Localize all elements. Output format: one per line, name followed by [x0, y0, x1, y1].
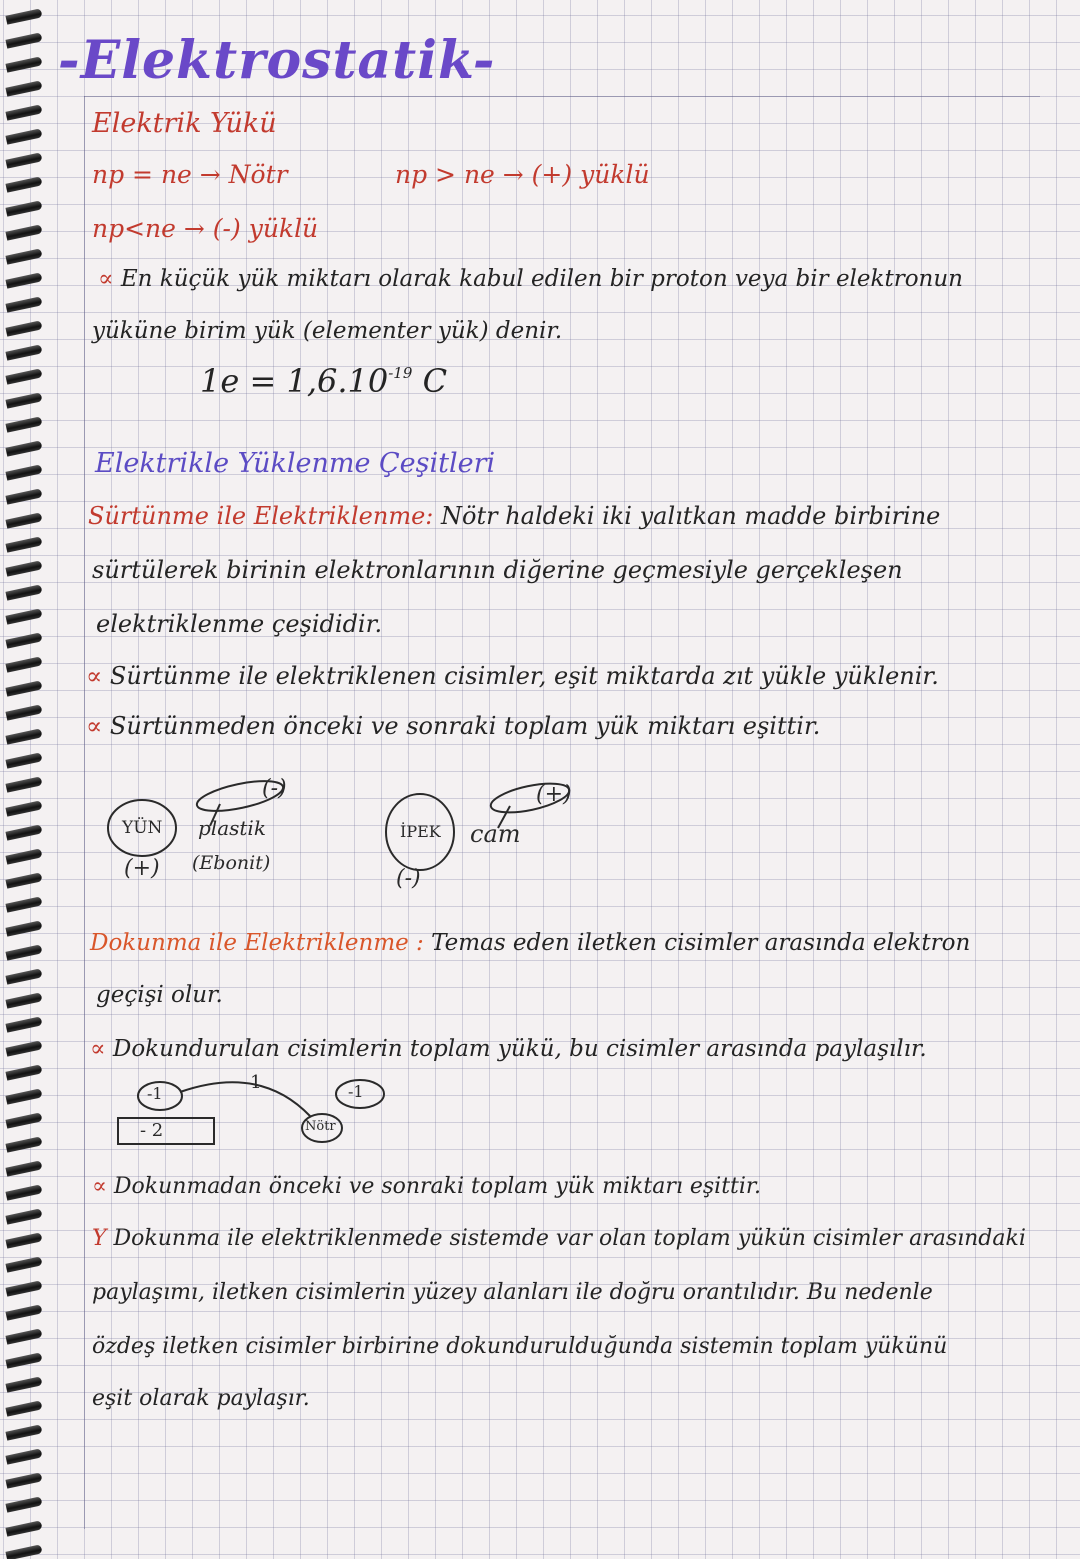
binding-ring: [5, 272, 42, 288]
contact-note-3-line2: paylaşımı, iletken cisimlerin yüzey alanları ile doğru orantılıdır. Bu nedenle: [92, 1280, 933, 1305]
friction-definition-line2: sürtülerek birinin elektronlarının diğerine geçmesiyle gerçekleşen: [92, 556, 903, 584]
binding-ring: [5, 1232, 42, 1248]
contact-definition-line1: Dokunma ile Elektriklenme : Temas eden iletken cisimler arasında elektron: [90, 930, 971, 956]
page-top-margin-line: [84, 96, 1040, 97]
rule-positive: np > ne → (+) yüklü: [395, 160, 650, 189]
contact-note-3-line3: özdeş iletken cisimler birbirine dokundurulduğunda sistemin toplam yükünü: [92, 1334, 948, 1359]
alpha-bullet: ∝: [98, 266, 121, 292]
binding-ring: [5, 1448, 42, 1464]
label-silk-charge: (-): [396, 866, 421, 891]
binding-ring: [5, 128, 42, 144]
binding-ring: [5, 704, 42, 720]
binding-ring: [5, 416, 42, 432]
binding-ring: [5, 1136, 42, 1152]
contact-note-1: ∝ Dokundurulan cisimlerin toplam yükü, bu cisimler arasında paylaşılır.: [90, 1036, 927, 1062]
label-wool: YÜN: [122, 818, 163, 838]
binding-ring: [5, 992, 42, 1008]
binding-ring: [5, 344, 42, 360]
binding-ring: [5, 32, 42, 48]
binding-ring: [5, 1160, 42, 1176]
binding-ring: [5, 248, 42, 264]
binding-ring: [5, 368, 42, 384]
binding-ring: [5, 800, 42, 816]
note-unit-charge-line2: yüküne birim yük (elementer yük) denir.: [92, 318, 563, 344]
note-unit-charge-line1: ∝ En küçük yük miktarı olarak kabul edilen bir proton veya bir elektronun: [98, 266, 963, 292]
binding-ring: [5, 56, 42, 72]
binding-ring: [5, 872, 42, 888]
binding-ring: [5, 1328, 42, 1344]
binding-ring: [5, 920, 42, 936]
rule-negative: np<ne → (-) yüklü: [92, 214, 319, 243]
binding-ring: [5, 632, 42, 648]
binding-ring: [5, 296, 42, 312]
label-arrow-charge: -1: [244, 1072, 262, 1093]
binding-ring: [5, 488, 42, 504]
binding-ring: [5, 608, 42, 624]
binding-ring: [5, 944, 42, 960]
friction-definition-line1: Sürtünme ile Elektriklenme: Nötr haldeki iki yalıtkan madde birbirine: [88, 502, 941, 530]
contact-note-3-line1: Y Dokunma ile elektriklenmede sistemde var olan toplam yükün cisimler arasındaki: [92, 1226, 1026, 1251]
binding-ring: [5, 464, 42, 480]
binding-ring: [5, 320, 42, 336]
binding-ring: [5, 1520, 42, 1536]
label-plastic-ebonit: (Ebonit): [192, 852, 271, 874]
contact-note-3-line4: eşit olarak paylaşır.: [92, 1386, 310, 1411]
binding-ring: [5, 824, 42, 840]
binding-ring: [5, 1208, 42, 1224]
binding-ring: [5, 1064, 42, 1080]
binding-ring: [5, 392, 42, 408]
binding-ring: [5, 1040, 42, 1056]
rule-neutral: np = ne → Nötr: [92, 160, 288, 189]
charged-box: [118, 1118, 214, 1144]
binding-ring: [5, 896, 42, 912]
binding-ring: [5, 1088, 42, 1104]
binding-ring: [5, 1352, 42, 1368]
contact-note-2: ∝ Dokunmadan önceki ve sonraki toplam yük miktarı eşittir.: [92, 1174, 762, 1199]
binding-ring: [5, 152, 42, 168]
binding-ring: [5, 1112, 42, 1128]
binding-ring: [5, 752, 42, 768]
label-glass-charge: (+): [536, 782, 572, 807]
binding-ring: [5, 848, 42, 864]
label-right-charge: -1: [348, 1082, 364, 1101]
binding-ring: [5, 200, 42, 216]
page-title: -Elektrostatik-: [58, 30, 496, 91]
label-box-value: - 2: [140, 1120, 164, 1141]
binding-ring: [5, 224, 42, 240]
heading-elektrik-yuku: Elektrik Yükü: [92, 108, 277, 139]
binding-ring: [5, 1496, 42, 1512]
binding-ring: [5, 176, 42, 192]
spiral-binding: [0, 0, 46, 1559]
binding-ring: [5, 728, 42, 744]
binding-ring: [5, 968, 42, 984]
page-left-margin-line: [84, 96, 85, 1529]
binding-ring: [5, 776, 42, 792]
friction-definition-line3: elektriklenme çeşididir.: [96, 610, 383, 638]
binding-ring: [5, 1184, 42, 1200]
binding-ring: [5, 1424, 42, 1440]
binding-ring: [5, 536, 42, 552]
formula-elementary-charge: $1e = 1,6.10^{-19}$ C: [200, 362, 448, 400]
label-plastic: plastik: [198, 816, 266, 840]
binding-ring: [5, 1400, 42, 1416]
binding-ring: [5, 680, 42, 696]
binding-ring: [5, 1016, 42, 1032]
binding-ring: [5, 1376, 42, 1392]
binding-ring: [5, 1544, 42, 1559]
binding-ring: [5, 104, 42, 120]
label-plastic-charge: (-): [262, 776, 287, 801]
contact-definition-line2: geçişi olur.: [96, 982, 223, 1008]
binding-ring: [5, 656, 42, 672]
label-neutral: Nötr: [305, 1119, 336, 1134]
binding-ring: [5, 1472, 42, 1488]
binding-ring: [5, 80, 42, 96]
binding-ring: [5, 512, 42, 528]
heading-yuklenme-cesitleri: Elektrikle Yüklenme Çeşitleri: [95, 448, 496, 479]
binding-ring: [5, 1280, 42, 1296]
binding-ring: [5, 8, 42, 24]
friction-note-2: ∝ Sürtünmeden önceki ve sonraki toplam yük miktarı eşittir.: [86, 712, 821, 740]
label-left-charge: -1: [147, 1084, 163, 1103]
label-silk: İPEK: [400, 822, 441, 841]
binding-ring: [5, 560, 42, 576]
label-glass: cam: [470, 820, 521, 848]
label-wool-charge: (+): [124, 856, 160, 881]
binding-ring: [5, 1304, 42, 1320]
binding-ring: [5, 584, 42, 600]
binding-ring: [5, 1256, 42, 1272]
binding-ring: [5, 440, 42, 456]
friction-note-1: ∝ Sürtünme ile elektriklenen cisimler, eşit miktarda zıt yükle yüklenir.: [86, 662, 939, 690]
